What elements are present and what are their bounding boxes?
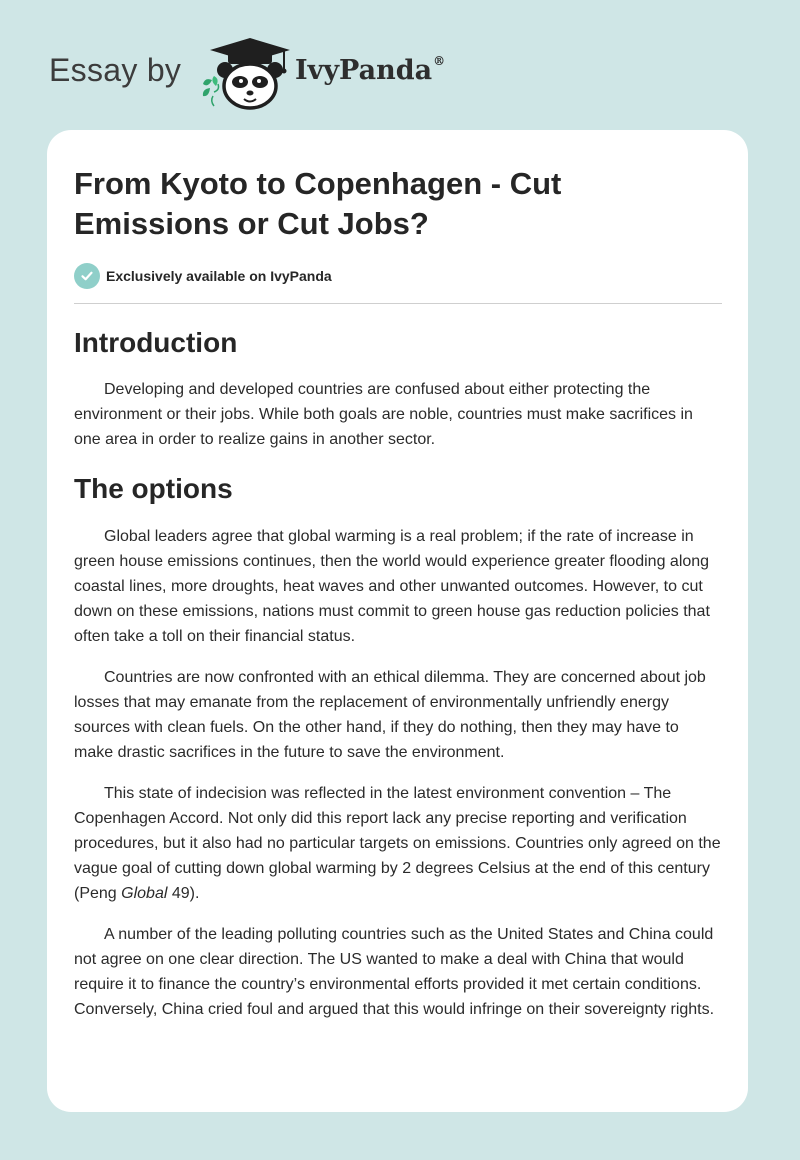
exclusive-badge xyxy=(74,263,332,289)
paragraph: A number of the leading polluting countries such as the United States and China could not agree on one clear direction. The US wanted to make a deal with China that would require it to finance the country’s environmental efforts provided it met certain conditions. Conversely, China cried foul and argued that this would infringe on their sovereignty rights. xyxy=(74,926,715,1018)
essay-body xyxy=(74,326,722,1038)
brand-name[interactable] xyxy=(295,55,445,86)
essay-by-label: Essay by xyxy=(49,52,182,88)
section-heading: The options xyxy=(74,473,233,504)
paragraph: Countries are now confronted with an ethical dilemma. They are concerned about job losses that may emanate from the replacement of environmentally unfriendly energy sources with clean fuels. On the other hand, if they do nothing, then they may have to make drastic sacrifices in the future to save the environment. xyxy=(74,669,706,761)
panda-graduate-logo-icon[interactable] xyxy=(198,36,293,110)
paragraph xyxy=(74,781,722,906)
paragraph: Developing and developed countries are confused about either protecting the environment or their jobs. While both goals are noble, countries must make sacrifices in one area in order to realize gains in another sector. xyxy=(74,381,693,448)
paragraph: Global leaders agree that global warming is a real problem; if the rate of increase in green house emissions continues, then the world would experience greater flooding along coastal lines, more droughts, heat waves and other unwanted outcomes. However, to cut down on these emissions, nations must commit to green house gas reduction policies that often take a toll on their financial status. xyxy=(74,528,710,645)
essay-card xyxy=(47,130,748,1112)
section-heading: Introduction xyxy=(74,327,238,358)
registered-mark: ® xyxy=(433,54,446,68)
page-title: From Kyoto to Copenhagen - Cut Emissions or Cut Jobs? xyxy=(74,166,562,241)
site-header xyxy=(0,0,800,130)
title-divider xyxy=(74,303,722,304)
citation-page: 49). xyxy=(171,885,200,902)
exclusive-badge-label: Exclusively available on IvyPanda xyxy=(106,268,332,284)
citation-title: Global xyxy=(121,885,168,902)
brand-name-text: IvyPanda xyxy=(295,55,433,86)
checkmark-icon xyxy=(74,263,100,289)
paragraph-text: This state of indecision was reflected in the latest environment convention – The Copenhagen Accord. Not only did this report lack any precise reporting and verification procedures, but it also had no particular targets on emissions. Countries only agreed on the vague goal of cutting down global warming by 2 degrees Celsius at the end of this century (Peng xyxy=(74,785,721,902)
